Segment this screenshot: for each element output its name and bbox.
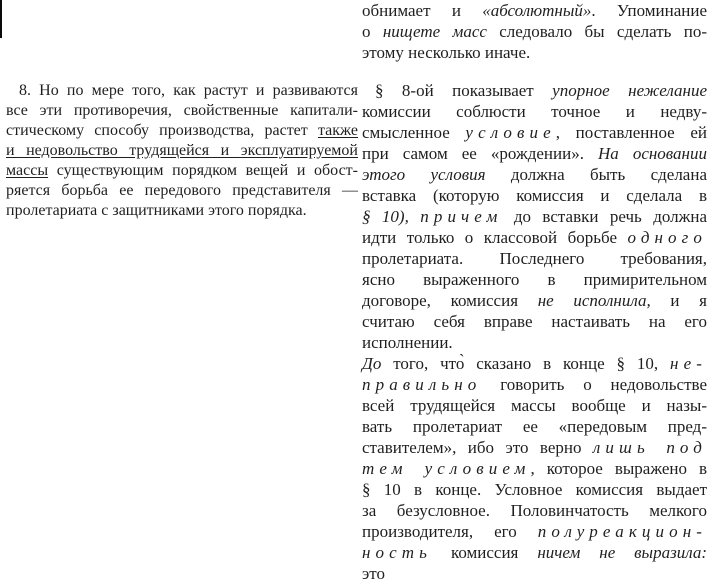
text-line: [6, 141, 358, 161]
text-segment: обнимает и: [362, 1, 483, 20]
spaced-emphasis-text-segment: полуреакцион-: [537, 522, 707, 541]
text-segment: существующим порядком вещей и обост-: [48, 162, 358, 179]
text-line: [362, 437, 707, 458]
text-line: [362, 185, 707, 206]
text-segment: ряется борьба ее передового представителя —: [6, 182, 358, 199]
text-line: [362, 353, 707, 374]
text-segment: . Упоминание: [591, 1, 707, 20]
text-segment: пролетариата с защитниками этого порядка.: [6, 202, 307, 219]
text-line: [362, 479, 707, 500]
spaced-emphasis-text-segment: правильно: [362, 375, 482, 394]
italic-text-segment: До: [362, 354, 382, 373]
text-segment: пролетариата. Последнего требования,: [362, 249, 707, 268]
text-segment: , поставленное ей: [555, 123, 708, 142]
text-segment: до вставки речь должна: [502, 207, 707, 226]
text-line: [362, 458, 707, 479]
text-segment: стическому способу производства, растет: [6, 122, 318, 139]
text-line: [362, 206, 707, 227]
text-segment: 8. Но по мере того, как растут и развиваются: [19, 82, 358, 99]
text-segment: следовало бы сделать по-: [486, 22, 708, 41]
text-line: [362, 500, 707, 521]
text-segment: это: [362, 564, 386, 583]
text-line: [362, 332, 707, 353]
text-line: [362, 542, 707, 563]
text-line: [362, 563, 707, 584]
text-segment: и я: [650, 291, 707, 310]
text-segment: , которое выражено в: [530, 459, 707, 478]
text-segment: должна быть сделана: [485, 165, 707, 184]
text-segment: договоре, комиссия: [362, 291, 538, 310]
paragraph-conclusion: [362, 353, 707, 584]
text-line: [6, 181, 358, 201]
spaced-emphasis-text-segment: не-: [670, 354, 707, 373]
right-text-column: [362, 0, 707, 584]
text-line: [362, 143, 707, 164]
text-line: [362, 395, 707, 416]
spaced-emphasis-text-segment: тем условием: [362, 459, 531, 478]
italic-text-segment: § 10),: [362, 207, 409, 226]
text-line: [362, 80, 707, 101]
text-line: [362, 164, 707, 185]
text-segment: смысленное: [362, 123, 466, 142]
text-segment: всей трудящейся массы вообще и назы-: [362, 396, 707, 415]
text-line: [362, 227, 707, 248]
text-line: [362, 269, 707, 290]
text-line: [6, 201, 358, 221]
text-segment: считаю себя вправе настаивать на его: [362, 312, 707, 331]
text-segment: говорить о недовольстве: [481, 375, 707, 394]
left-text-column: [6, 81, 358, 221]
text-line: [362, 101, 707, 122]
italic-text-segment: На основании: [598, 144, 707, 163]
text-line: [362, 248, 707, 269]
text-segment: о: [362, 22, 383, 41]
paragraph-8: [6, 81, 358, 221]
text-line: [6, 161, 358, 181]
text-line: [362, 416, 707, 437]
spaced-emphasis-text-segment: одного: [627, 228, 707, 247]
text-line: [362, 21, 707, 42]
text-segment: § 10 в конце. Условное комиссия выдает: [362, 480, 707, 499]
text-line: [362, 0, 707, 21]
text-segment: все эти противоречия, свойственные капитали-: [6, 102, 358, 119]
spaced-emphasis-text-segment: ность: [362, 543, 432, 562]
text-segment: этому несколько иначе.: [362, 43, 531, 62]
spaced-emphasis-text-segment: причем: [420, 207, 503, 226]
text-segment: вать пролетариат ее «передовым пред-: [362, 417, 707, 436]
text-segment: идти только о классовой борьбе: [362, 228, 628, 247]
text-line: [362, 374, 707, 395]
scan-edge-artifact: [0, 0, 2, 38]
text-segment: вставка (которую комиссия и сделала в: [362, 186, 707, 205]
text-line: [6, 121, 358, 141]
text-line: [362, 122, 707, 143]
italic-text-segment: нищете масс: [382, 22, 487, 41]
text-segment: при самом ее «рождении».: [362, 144, 598, 163]
text-segment: ясно выраженного в примирительном: [362, 270, 707, 289]
paragraph-continuation: [362, 0, 707, 63]
italic-text-segment: этого условия: [362, 165, 486, 184]
text-segment: исполнении.: [362, 333, 453, 352]
italic-text-segment: ничем не выразила:: [537, 543, 707, 562]
underlined-text-segment: также: [317, 122, 358, 139]
text-segment: [409, 207, 420, 226]
text-segment: производителя, его: [362, 522, 538, 541]
underlined-text-segment: и недовольство трудящейся и эксплуатируемой: [6, 142, 358, 159]
italic-text-segment: упорное нежелание: [552, 81, 707, 100]
underlined-text-segment: массы: [6, 162, 49, 179]
text-line: [362, 42, 707, 63]
text-line: [362, 521, 707, 542]
italic-text-segment: не исполнила,: [537, 291, 651, 310]
text-segment: § 8-ой показывает: [375, 81, 553, 100]
text-segment: комиссии соблюсти точное и недву-: [362, 102, 707, 121]
text-line: [362, 311, 707, 332]
text-segment: ставителем», ибо это верно: [362, 438, 593, 457]
spaced-emphasis-text-segment: лишь под: [592, 438, 707, 457]
paragraph-section-8: [362, 80, 707, 353]
text-segment: за безусловное. Половинчатость мелкого: [362, 501, 707, 520]
italic-text-segment: «абсолютный»: [482, 1, 592, 20]
text-segment: того, что̀ сказано в конце § 10,: [381, 354, 671, 373]
text-line: [6, 101, 358, 121]
text-line: [362, 290, 707, 311]
text-line: [6, 81, 358, 101]
spaced-emphasis-text-segment: условие: [465, 123, 556, 142]
text-segment: комиссия: [432, 543, 538, 562]
